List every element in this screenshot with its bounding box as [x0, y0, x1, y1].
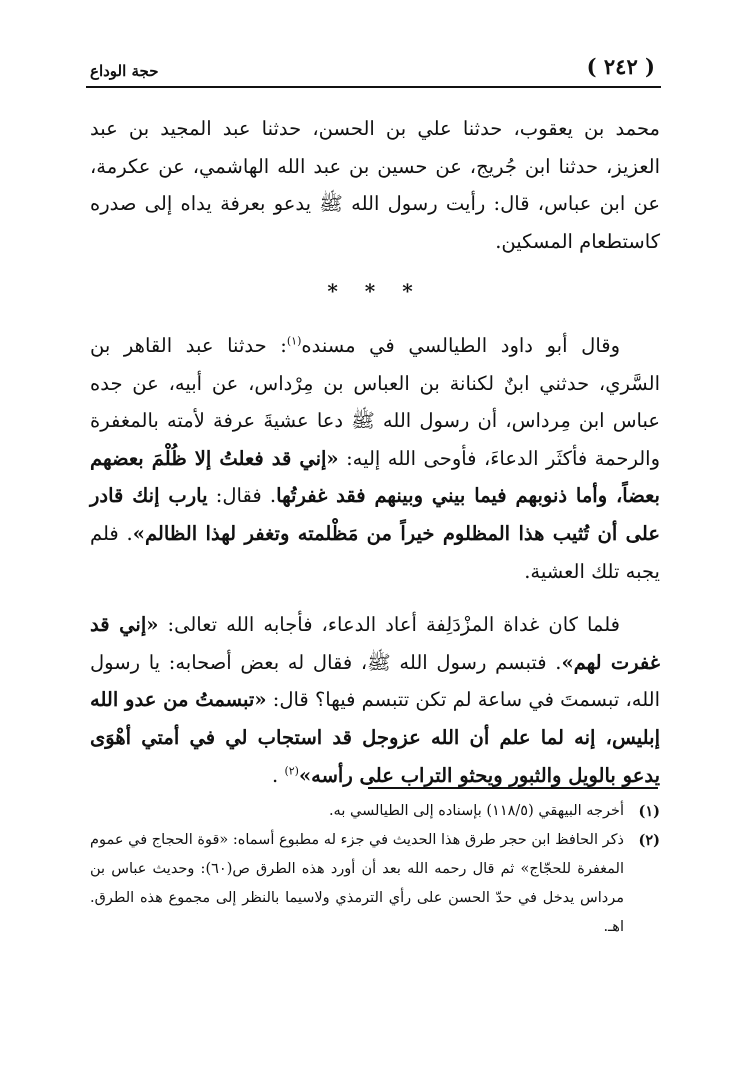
paragraph-2-part-d: . فلم يجبه تلك العشية.	[90, 521, 660, 583]
hadith-quote-3: «إني قد غفرت لهم»	[90, 613, 660, 674]
footnote-2-text: ذكر الحافظ ابن حجر طرق هذا الحديث في جزء له مطبوع أسماه: «قوة الحجاج في عموم المغفرة للحجّاج» ثم قال رحمه الله بعد أن أورد هذه الطرق ص(٦٠): وحديث عباس بن مرداس يدخل في حدّ الحسن على رأي الترمذي ولاسيما بالنظر إلى مجموع هذه الطرق. اهـ.	[90, 832, 624, 935]
footnote-2-number: (٢)	[638, 832, 660, 849]
footnote-1	[90, 797, 660, 826]
header-rule	[86, 86, 661, 88]
main-text	[90, 110, 660, 794]
paragraph-1	[90, 110, 660, 260]
paragraph-2-part-c: . فقال:	[207, 484, 277, 508]
running-title: حجة الوداع	[90, 62, 159, 80]
footnote-ref-1[interactable]: (١)	[286, 334, 302, 348]
footnote-1-text: أخرجه البيهقي (١١٨/٥) بإسناده إلى الطيالسي به.	[328, 803, 624, 819]
footnote-1-number: (١)	[638, 803, 660, 820]
hadith-quote-2: يارب إنك قادر على أن تُثيب هذا المظلوم خيراً من مَظْلمته وتغفر لهذا الظالم»	[90, 484, 660, 545]
paragraph-2-part-b: : حدثنا عبد القاهر بن السَّري، حدثني ابنٌ لكنانة بن العباس بن مِرْداس، عن أبيه، عن جده عباس ابن مِرداس، أن رسول الله ﷺ دعا عشيةَ عرفة لأمته بالمغفرة والرحمة فأكثَر الدعاءَ، فأوحى الله إليه:	[90, 333, 661, 470]
footnote-ref-2[interactable]: (٢)	[284, 764, 299, 777]
paragraph-2	[90, 327, 660, 590]
footnote-2	[90, 826, 660, 942]
footnote-rule	[368, 787, 658, 789]
paragraph-2-part-a: وقال أبو داود الطيالسي في مسنده	[301, 333, 621, 357]
paragraph-3	[90, 606, 660, 794]
paragraph-3-part-b: . فتبسم رسول الله ﷺ، فقال له بعض أصحابه: يا رسول الله، تبسمتَ في ساعة لم تكن تتبسم فيها؟ قال:	[90, 650, 661, 712]
hadith-quote-1: «إني قد فعلتُ إلا ظُلْمَ بعضهم بعضاً، وأما ذنوبهم فيما بيني وبينهم فقد غفرتُها	[90, 446, 660, 508]
hadith-quote-4: «تبسمتُ من عدو الله إبليس، إنه لما علم أن الله عزوجل قد استجاب لي في أمتي أهْوَى يدعو بالويل والثبور ويحثو التراب على رأسه»	[90, 688, 660, 787]
section-separator: * * *	[327, 279, 423, 304]
paragraph-3-part-a: فلما كان غداة المزْدَلِفة أعاد الدعاء، فأجابه الله تعالى:	[158, 613, 620, 637]
page-header	[86, 52, 661, 88]
page-number: ( ٢٤٢ )	[586, 54, 655, 79]
paragraph-1-text: محمد بن يعقوب، حدثنا علي بن الحسن، حدثنا عبد المجيد بن عبد العزيز، حدثنا ابن جُريج، عن حسين بن عبد الله الهاشمي، عن عكرمة، عن ابن عباس، قال: رأيت رسول الله ﷺ يدعو بعرفة يداه إلى صدره كاستطعام المسكين.	[90, 117, 660, 253]
paragraph-gap	[90, 590, 660, 606]
footnotes	[90, 797, 660, 942]
paragraph-3-part-c: .	[272, 763, 285, 787]
